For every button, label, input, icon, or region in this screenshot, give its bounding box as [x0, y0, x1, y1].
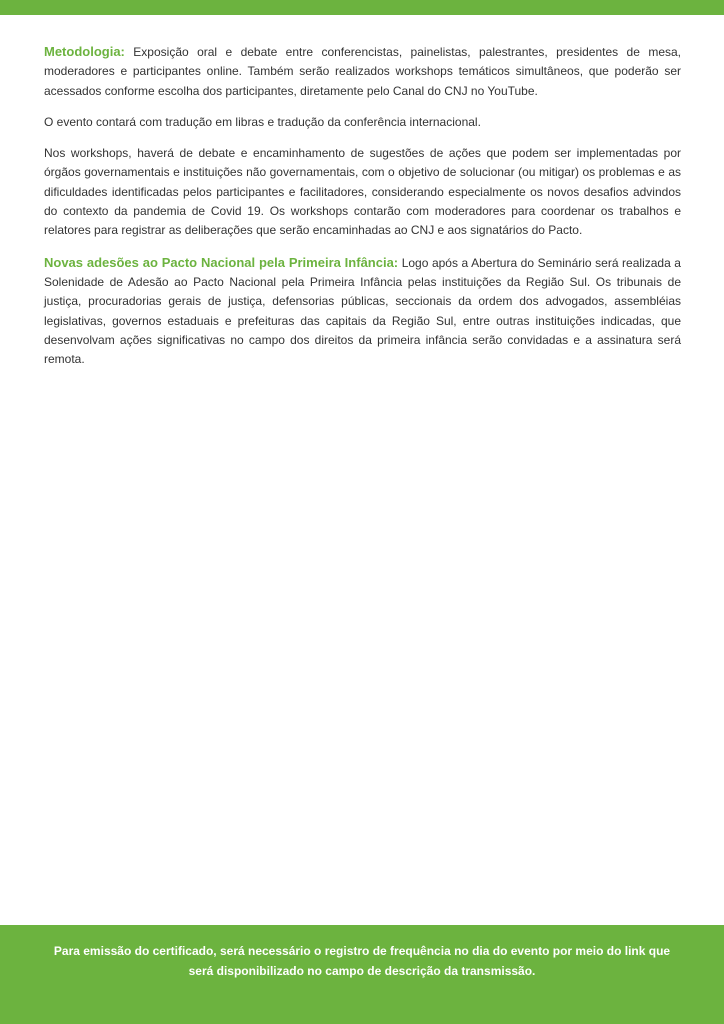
- metodologia-text: Exposição oral e debate entre conferencistas, painelistas, palestrantes, presidentes de mesa, moderadores e participantes online. Também serão realizados workshops temáticos simultâneos, que poderão ser acessados conforme escolha dos participantes, diretamente pelo Canal do CNJ no YouTube.: [44, 45, 681, 98]
- certificate-notice: Para emissão do certificado, será necessário o registro de frequência no dia do evento por meio do link que será disponibilizado no campo de descrição da transmissão.: [53, 944, 671, 978]
- document-body: [44, 42, 681, 381]
- paragraph-adesoes: [44, 253, 681, 370]
- metodologia-heading: Metodologia:: [44, 44, 125, 59]
- adesoes-text: Logo após a Abertura do Seminário será realizada a Solenidade de Adesão ao Pacto Nacional pela Primeira Infância pelas instituições da Região Sul. Os tribunais de justiça, procuradorias gerais de justiça, defensorias públicas, seccionais da ordem dos advogados, assembléias legislativas, governos estaduais e prefeituras das capitais da Região Sul, entre outras instituições indicadas, que desenvolvam ações significativas no campo dos direitos da primeira infância serão convidadas e a assinatura será remota.: [44, 255, 681, 367]
- paragraph-workshops: Nos workshops, haverá de debate e encaminhamento de sugestões de ações que podem ser implementadas por órgãos governamentais e instituições não governamentais, com o objetivo de solucionar (ou mitigar) os problemas e as dificuldades identificadas pelos participantes e facilitadores, considerando especialmente os novos desafios advindos do contexto da pandemia de Covid 19. Os workshops contarão com moderadores para coordenar os trabalhos e relatores para registrar as deliberações que serão encaminhadas ao CNJ e aos signatários do Pacto.: [44, 146, 681, 238]
- paragraph-metodologia: [44, 42, 681, 101]
- top-green-bar: [0, 0, 724, 15]
- paragraph-traducao: O evento contará com tradução em libras e tradução da conferência internacional.: [44, 114, 481, 129]
- adesoes-heading: Novas adesões ao Pacto Nacional pela Primeira Infância:: [44, 254, 399, 270]
- footer-banner: [0, 925, 724, 1024]
